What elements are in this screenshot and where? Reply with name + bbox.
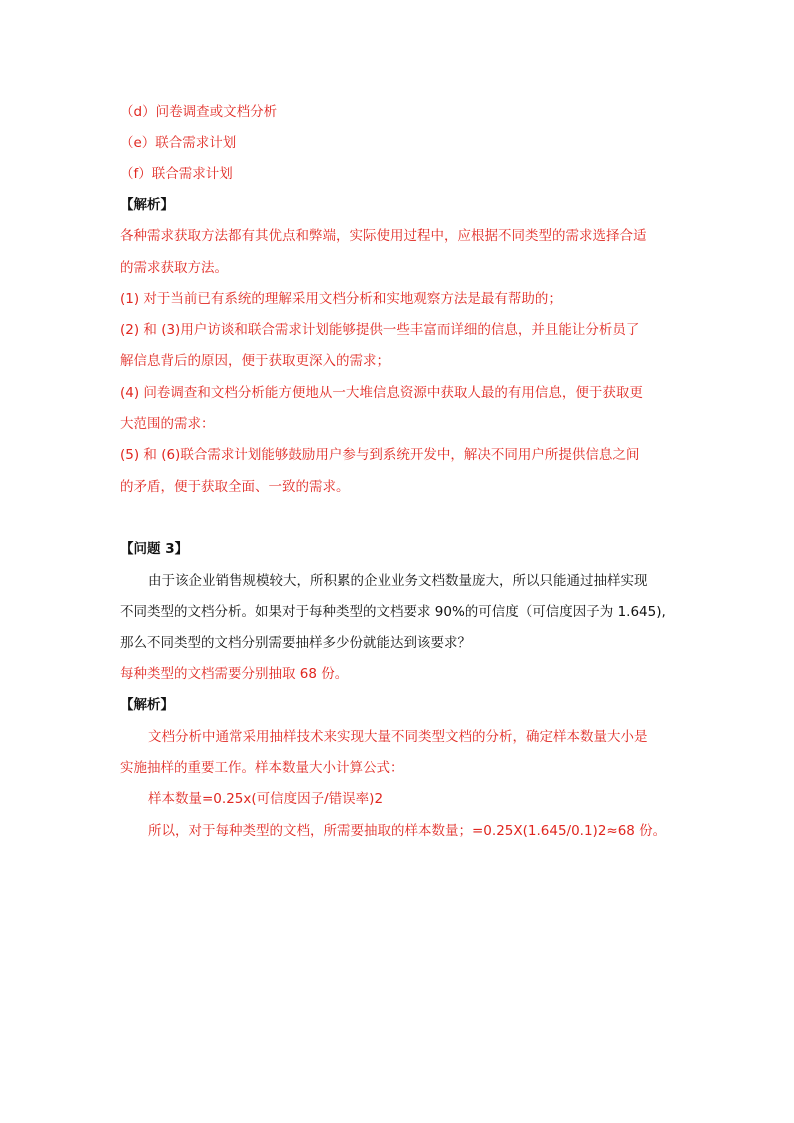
analysis2-line1: 文档分析中通常采用抽样技术来实现大量不同类型文档的分析，确定样本数量大小是 [148,729,648,745]
analysis1-item2-line2: 解信息背后的原因，便于获取更深入的需求； [120,353,390,369]
analysis1-item3-line1: (4) 问卷调查和文档分析能方便地从一大堆信息资源中获取人最的有用信息，便于获取更 [120,385,643,401]
analysis-heading-2: 【解析】 [120,697,174,713]
analysis2-conclusion: 所以，对于每种类型的文档，所需要抽取的样本数量；=0.25X(1.645/0.1)2≈68 份。 [148,823,667,839]
option-f: （f）联合需求计划 [120,166,233,182]
question3-line1: 由于该企业销售规模较大，所积累的企业业务文档数量庞大，所以只能通过抽样实现 [148,573,648,589]
question3-line2: 不同类型的文档分析。如果对于每种类型的文档要求 90%的可信度（可信度因子为 1.645), [120,604,666,620]
option-e: （e）联合需求计划 [120,135,237,151]
analysis-heading-1: 【解析】 [120,197,174,213]
analysis1-para-line1: 各种需求获取方法都有其优点和弊端，实际使用过程中，应根据不同类型的需求选择合适 [120,228,647,244]
analysis1-para-line2: 的需求获取方法。 [120,260,228,276]
option-d: （d）问卷调查或文档分析 [120,104,278,120]
analysis2-formula: 样本数量=0.25x(可信度因子/错误率)2 [148,791,384,807]
analysis1-item1: (1) 对于当前已有系统的理解采用文档分析和实地观察方法是最有帮助的； [120,291,562,307]
question3-answer: 每种类型的文档需要分别抽取 68 份。 [120,666,349,682]
analysis1-item2-line1: (2) 和 (3)用户访谈和联合需求计划能够提供一些丰富而详细的信息，并且能让分析员了 [120,322,640,338]
analysis1-item4-line2: 的矛盾，便于获取全面、一致的需求。 [120,479,350,495]
question3-line3: 那么不同类型的文档分别需要抽样多少份就能达到该要求？ [120,635,471,651]
analysis2-line2: 实施抽样的重要工作。样本数量大小计算公式： [120,760,404,776]
question3-heading: 【问题 3】 [120,541,189,557]
analysis1-item4-line1: (5) 和 (6)联合需求计划能够鼓励用户参与到系统开发中，解决不同用户所提供信息之间 [120,447,640,463]
analysis1-item3-line2: 大范围的需求： [120,416,215,432]
